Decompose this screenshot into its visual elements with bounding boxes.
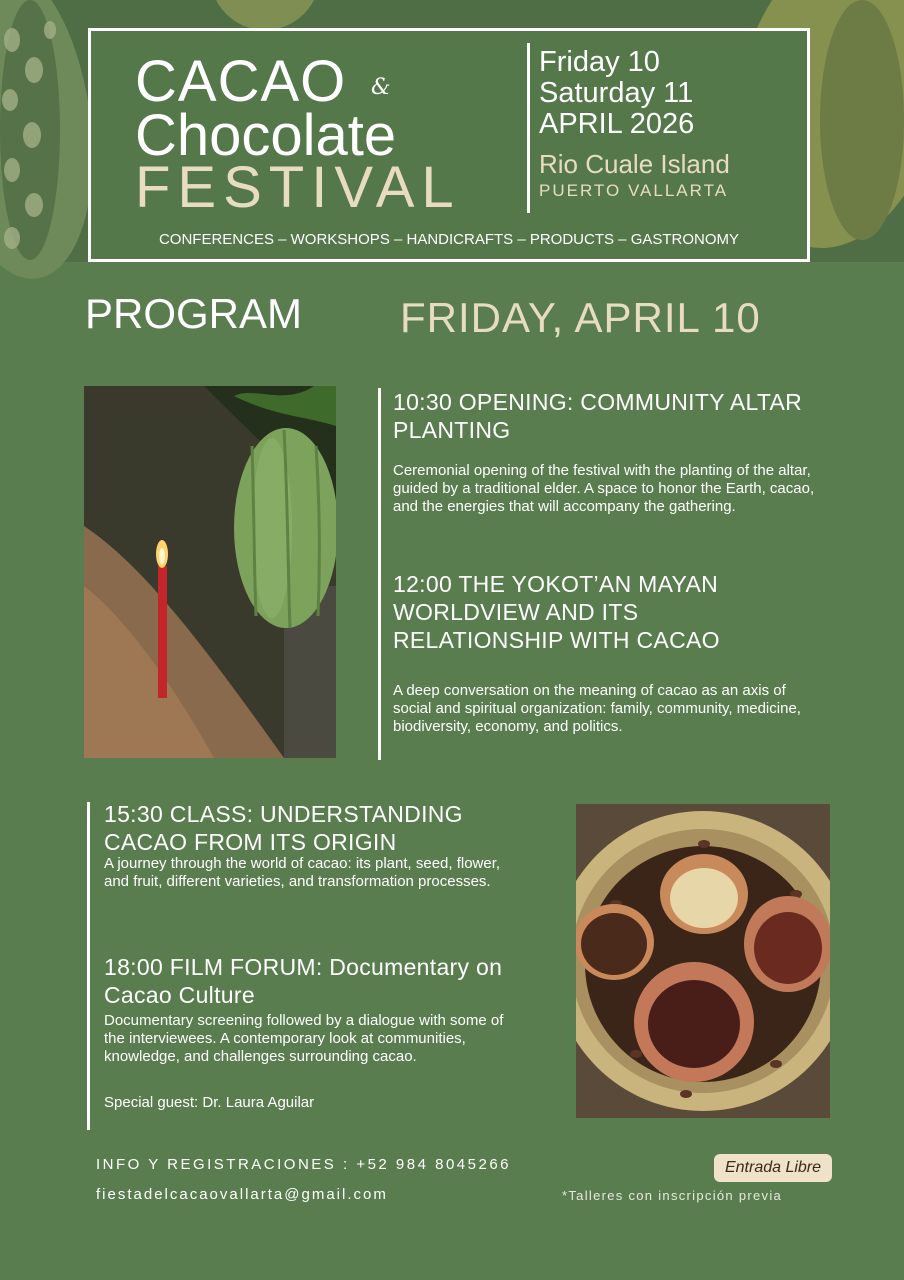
title-festival: FESTIVAL [135,155,461,220]
cacao-pod-dots-decoration [0,10,70,260]
event-special-guest: Special guest: Dr. Laura Aguilar [104,1094,315,1111]
cacao-beans-basket-photo [576,804,830,1118]
festival-dates [539,47,694,140]
event-desc-opening: Ceremonial opening of the festival with the planting of the altar, guided by a traditional elder. A space to honor the Earth, cacao, and the energies that will accompany the gathering. [393,462,815,515]
title-ampersand: & [371,75,391,100]
event-title-class: 15:30 CLASS: UNDERSTANDING CACAO FROM ITS ORIGIN [104,801,463,855]
program-heading: PROGRAM [85,290,303,337]
location-city: PUERTO VALLARTA [539,181,729,200]
event-title-film-forum: 18:00 FILM FORUM: Documentary on Cacao Culture [104,954,503,1008]
cacao-pod-shadow-right [820,0,904,240]
friday-morning-divider [378,388,381,760]
location-name: Rio Cuale Island [539,149,730,179]
friday-afternoon-divider [87,802,90,1130]
date-friday: Friday 10 [539,46,660,78]
event-desc-film-forum: Documentary screening followed by a dialogue with some of the interviewees. A contemporary look at communities, knowledge, and challenges surrounding cacao. [104,1012,504,1065]
header-divider [527,43,530,213]
event-desc-mayan-worldview: A deep conversation on the meaning of cacao as an axis of social and spiritual organization: family, community, medicine, biodiversity, economy, and politics. [393,682,801,735]
cacao-beans-illustration [576,804,830,1118]
title-cacao: CACAO [135,49,347,114]
day-heading: FRIDAY, APRIL 10 [400,294,761,341]
free-entry-badge: Entrada Libre [714,1154,832,1182]
candle-cacao-pod-photo [84,386,336,758]
info-registration-phone: INFO Y REGISTRACIONES : +52 984 8045266 [96,1156,512,1173]
workshop-registration-note: *Talleres con inscripción previa [562,1188,783,1203]
candle-photo-illustration [84,386,336,758]
date-saturday: Saturday 11 [539,77,694,109]
title-chocolate: Chocolate [135,103,397,168]
event-desc-class: A journey through the world of cacao: its plant, seed, flower, and fruit, different varieties, and transformation processes. [104,855,501,890]
festival-header-box [88,28,810,262]
event-title-mayan-worldview: 12:00 THE YOKOT’AN MAYAN WORLDVIEW AND ITS RELATIONSHIP WITH CACAO [393,571,720,653]
date-month-year: APRIL 2026 [539,108,695,140]
contact-email[interactable]: fiestadelcacaovallarta@gmail.com [96,1186,388,1203]
event-title-opening: 10:30 OPENING: COMMUNITY ALTAR PLANTING [393,389,803,443]
festival-categories: CONFERENCES – WORKSHOPS – HANDICRAFTS – PRODUCTS – GASTRONOMY [158,231,740,248]
